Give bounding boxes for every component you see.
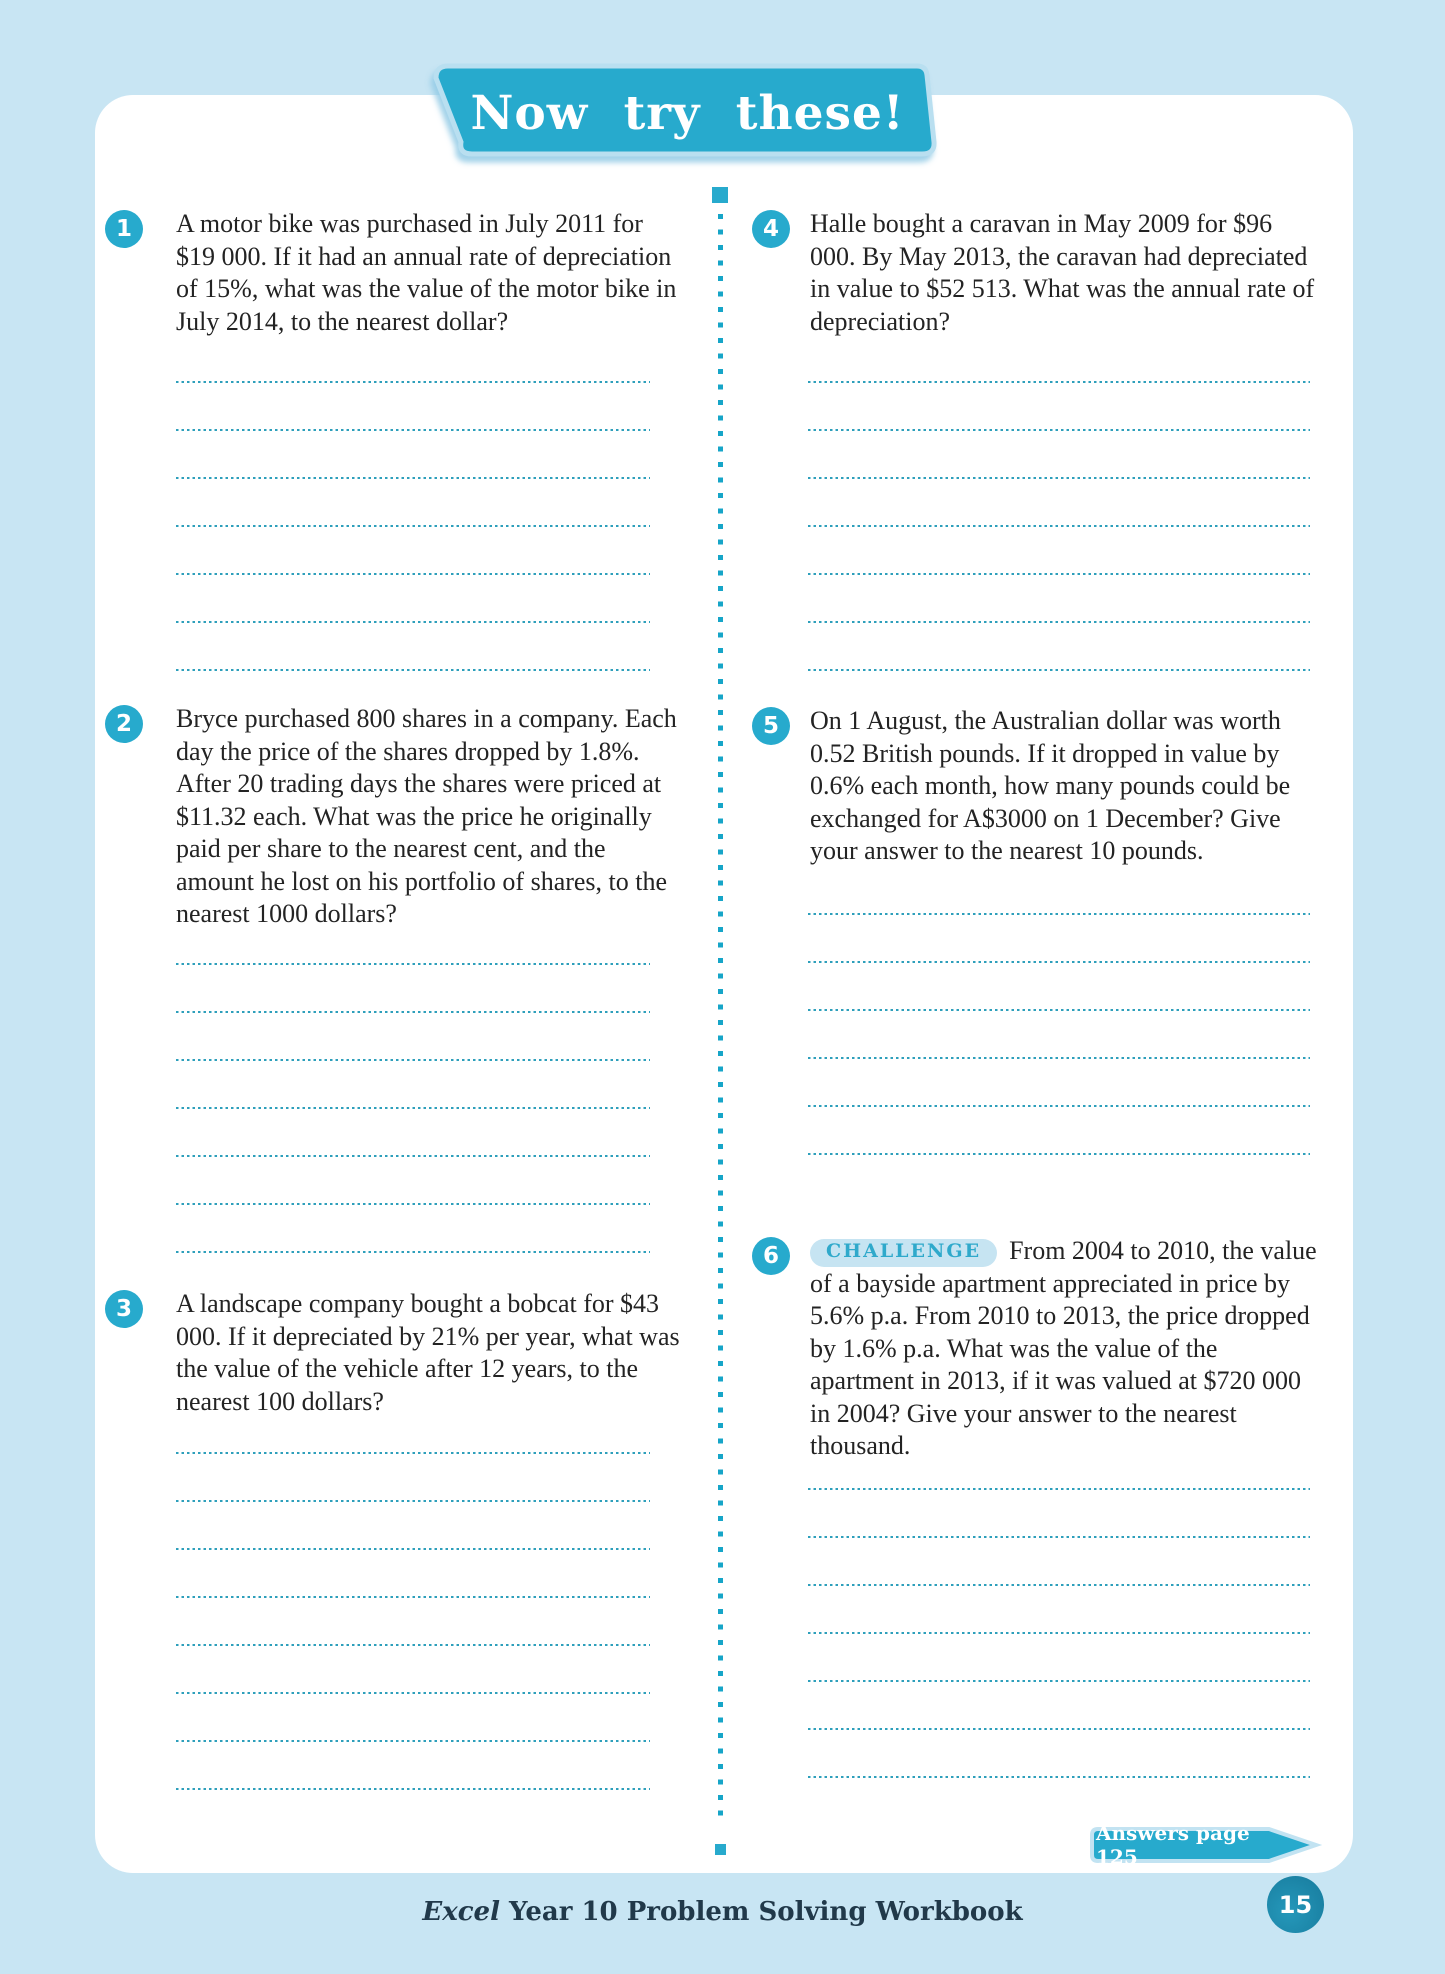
- question-text: A motor bike was purchased in July 2011 for $19 000. If it had an annual rate of depreciation of 15%, what was the value of the motor bike in July 2014, to the nearest dollar?: [176, 209, 677, 336]
- answer-line: [176, 621, 650, 623]
- question-text-body: From 2004 to 2010, the value of a bayside apartment appreciated in price by 5.6% p.a. From 2010 to 2013, the price dropped by 1.6% p.a. What was the value of the apartment in 2013, if it was valued at $720 000 in 2004? Give your answer to the nearest thousand.: [810, 1236, 1317, 1460]
- answer-line: [176, 963, 650, 965]
- question-text: Halle bought a caravan in May 2009 for $96 000. By May 2013, the caravan had depreciated in value to $52 513. What was the annual rate of depreciation?: [810, 209, 1315, 336]
- answer-lines-q3: [176, 1452, 650, 1790]
- answer-line: [176, 1740, 650, 1742]
- answer-line: [808, 1009, 1310, 1011]
- question-number-badge: 2: [105, 705, 143, 743]
- footer: [0, 1897, 1445, 1927]
- answer-line: [176, 1251, 650, 1253]
- answer-line: [808, 1776, 1310, 1778]
- answer-lines-q1: [176, 381, 650, 671]
- answer-line: [176, 525, 650, 527]
- answer-lines-q5: [808, 913, 1310, 1155]
- question-number-badge: 4: [752, 210, 790, 248]
- banner: [430, 58, 945, 166]
- answer-line: [808, 1632, 1310, 1634]
- answer-line: [176, 1596, 650, 1598]
- answer-line: [808, 1680, 1310, 1682]
- answer-line: [808, 1488, 1310, 1490]
- answer-line: [176, 1155, 650, 1157]
- question-number-badge: 3: [105, 1290, 143, 1328]
- question-text: A landscape company bought a bobcat for $43 000. If it depreciated by 21% per year, what was the value of the vehicle after 12 years, to the nearest 100 dollars?: [176, 1289, 680, 1416]
- challenge-badge: CHALLENGE: [810, 1239, 997, 1267]
- answer-line: [808, 1105, 1310, 1107]
- answer-line: [808, 1057, 1310, 1059]
- divider-top-square: [712, 187, 728, 203]
- column-divider: [712, 187, 728, 1855]
- answer-lines-q6: [808, 1488, 1310, 1778]
- answer-line: [176, 1107, 650, 1109]
- answer-line: [176, 1059, 650, 1061]
- answer-line: [808, 525, 1310, 527]
- divider-bottom-square: [715, 1844, 726, 1855]
- answer-line: [176, 1452, 650, 1454]
- footer-title: Year 10 Problem Solving Workbook: [509, 1897, 1023, 1927]
- answer-line: [808, 669, 1310, 671]
- answer-line: [176, 573, 650, 575]
- answer-line: [808, 913, 1310, 915]
- answer-line: [176, 1644, 650, 1646]
- answer-line: [176, 1203, 650, 1205]
- answer-lines-q4: [808, 381, 1310, 671]
- answer-line: [808, 621, 1310, 623]
- question-number-badge: 6: [752, 1237, 790, 1275]
- page-number-badge: 15: [1267, 1876, 1324, 1933]
- answer-line: [176, 1788, 650, 1790]
- answer-line: [808, 381, 1310, 383]
- answer-lines-q2: [176, 963, 650, 1253]
- footer-brand: Excel: [422, 1897, 500, 1927]
- answer-line: [808, 1153, 1310, 1155]
- answer-line: [808, 961, 1310, 963]
- answer-line: [808, 1536, 1310, 1538]
- answer-line: [808, 477, 1310, 479]
- answer-line: [176, 1548, 650, 1550]
- answer-line: [176, 669, 650, 671]
- answer-line: [176, 477, 650, 479]
- banner-title: Now try these!: [470, 85, 905, 141]
- question-number-badge: 1: [105, 210, 143, 248]
- question-text: [810, 1235, 1322, 1463]
- answer-line: [176, 1500, 650, 1502]
- answers-link: [1088, 1821, 1324, 1869]
- answer-line: [176, 1692, 650, 1694]
- question-number-badge: 5: [752, 707, 790, 745]
- answer-line: [808, 429, 1310, 431]
- answer-line: [176, 429, 650, 431]
- answer-line: [176, 1011, 650, 1013]
- question-text: On 1 August, the Australian dollar was worth 0.52 British pounds. If it dropped in value by 0.6% each month, how many pounds could be exchanged for A$3000 on 1 December? Give your answer to the nearest 10 pounds.: [810, 706, 1291, 865]
- divider-dotted-line: [718, 214, 723, 1822]
- answer-line: [176, 381, 650, 383]
- answers-link-label: Answers page 125: [1096, 1821, 1250, 1869]
- answer-line: [808, 1584, 1310, 1586]
- answer-line: [808, 1728, 1310, 1730]
- answer-line: [808, 573, 1310, 575]
- question-text: Bryce purchased 800 shares in a company. Each day the price of the shares dropped by 1.8%. After 20 trading days the shares were priced at $11.32 each. What was the price he originally paid per share to the nearest cent, and the amount he lost on his portfolio of shares, to the nearest 1000 dollars?: [176, 704, 677, 928]
